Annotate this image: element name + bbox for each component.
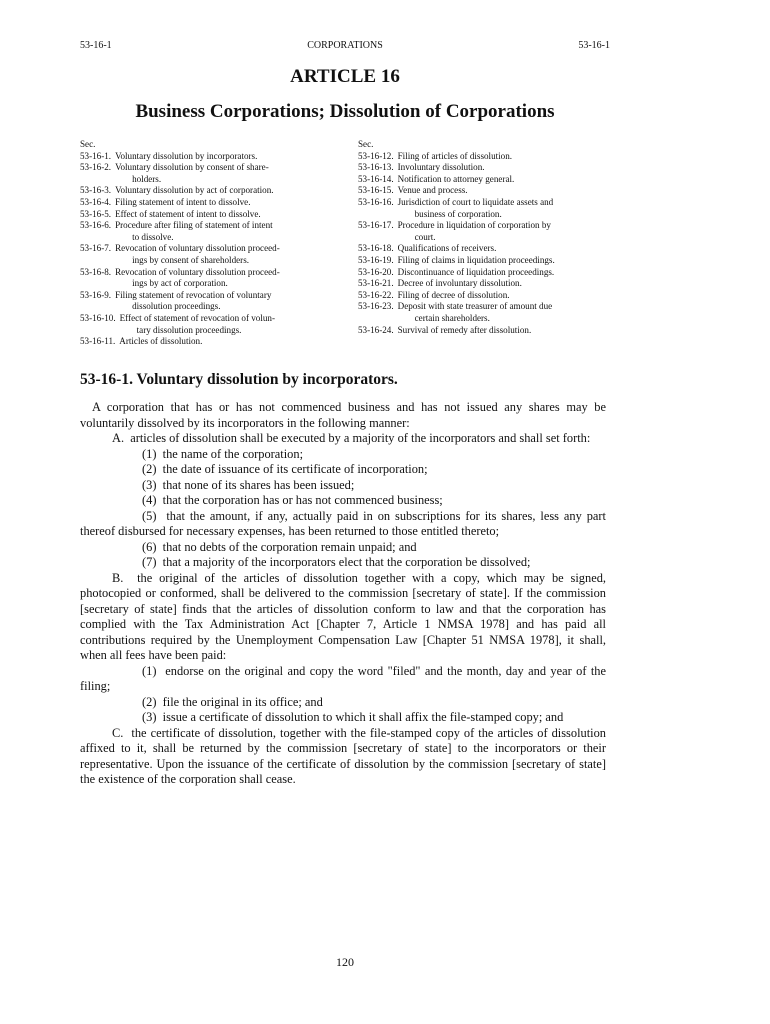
header-left: 53-16-1 (80, 40, 112, 51)
toc-entry-title-text: Jurisdiction of court to liquidate assets and (397, 196, 554, 207)
header-right: 53-16-1 (578, 40, 610, 51)
toc-entry-title-text: Involuntary dissolution. (397, 162, 485, 173)
toc-sec-label: Sec. (358, 139, 374, 149)
toc-entry (358, 290, 610, 302)
toc-entry-number: 53-16-21. (358, 278, 394, 289)
toc-entry-title-text: Deposit with state treasurer of amount due (397, 301, 553, 312)
toc-entry-number: 53-16-20. (358, 266, 394, 277)
toc-entry (358, 278, 610, 290)
toc-entry (80, 197, 332, 209)
toc-entry-title-text: Filing of decree of dissolution. (397, 289, 510, 300)
toc-entry-title-continuation: dissolution proceedings. (132, 301, 221, 312)
toc-entry-title (394, 151, 512, 163)
toc-entry (358, 197, 610, 220)
toc-entry-number: 53-16-11. (80, 336, 116, 347)
toc-entry-number: 53-16-3. (80, 185, 112, 196)
body-paragraph: A. articles of dissolution shall be executed by a majority of the incorporators and shall set forth: (112, 431, 591, 445)
toc-entry (358, 243, 610, 255)
toc-entry-title (394, 174, 515, 186)
body-paragraph: (7) that a majority of the incorporators elect that the corporation be dissolved; (142, 555, 531, 569)
body-paragraph: (3) issue a certificate of dissolution to which it shall affix the file-stamped copy; and (142, 710, 564, 724)
toc-entry-title-text: Survival of remedy after dissolution. (397, 324, 532, 335)
body-paragraph: (2) the date of issuance of its certificate of incorporation; (142, 462, 428, 476)
toc-entry-title (111, 197, 250, 209)
body-paragraph: (1) the name of the corporation; (142, 446, 304, 461)
header-center: CORPORATIONS (307, 40, 383, 51)
toc-entry-title-continuation: to dissolve. (132, 231, 174, 242)
toc-entry (80, 209, 332, 221)
toc-entry-title (116, 313, 275, 336)
toc-entry (80, 185, 332, 197)
toc-entry-number: 53-16-15. (358, 185, 394, 196)
toc-entry-title (394, 220, 551, 243)
body-paragraph: (1) endorse on the original and copy the word "filed" and the month, day and year of the filing; (80, 663, 606, 693)
toc-entry-number: 53-16-13. (358, 162, 394, 173)
body-paragraph: B. the original of the articles of dissolution together with a copy, which may be signed, photocopied or conformed, shall be delivered to the commission [secretary of state]. If the commission [secretary of state] finds that the articles of dissolution conform to law and that the corporation has complied with the Tax Administration Act [Chapter 7, Article 1 NMSA 1978] and has paid all contributions required by the Unemployment Compensation Law [Chapter 51 NMSA 1978], it shall, when all fees have been paid: (80, 570, 606, 662)
toc-entry-title (111, 267, 280, 290)
toc-entry-title-text: Filing statement of revocation of voluntary (115, 289, 272, 300)
toc-entry-title-continuation: ings by consent of shareholders. (132, 254, 250, 265)
toc-entry-title (394, 290, 510, 302)
toc-entry-number: 53-16-14. (358, 173, 394, 184)
toc-entry (80, 162, 332, 185)
section-body (80, 400, 606, 788)
toc-entry (358, 162, 610, 174)
toc-entry-title-text: Effect of statement of revocation of volun- (119, 312, 276, 323)
toc-entry (358, 325, 610, 337)
toc-entry-number: 53-16-1. (80, 150, 112, 161)
toc-entry-number: 53-16-18. (358, 243, 394, 254)
toc-entry-title (394, 267, 555, 279)
toc-entry (80, 290, 332, 313)
toc-entry-title (111, 185, 273, 197)
toc-entry-title-continuation: tary dissolution proceedings. (136, 324, 242, 335)
toc-sec-label: Sec. (80, 139, 96, 149)
toc-entry-title (394, 301, 553, 324)
toc-entry-title-text: Revocation of voluntary dissolution proceed- (115, 243, 280, 254)
toc-entry-title-text: Procedure after filing of statement of intent (115, 220, 273, 231)
body-paragraph: (3) that none of its shares has been issued; (142, 477, 355, 492)
toc-entry-number: 53-16-22. (358, 289, 394, 300)
body-paragraph: (5) that the amount, if any, actually paid in on subscriptions for its shares, less any part thereof disbursed for necessary expenses, has been returned to those entitled thereto; (80, 508, 606, 538)
toc-entry-number: 53-16-5. (80, 208, 112, 219)
toc-entry-title-text: Revocation of voluntary dissolution proceed- (115, 266, 280, 277)
toc-entry-title-text: Discontinuance of liquidation proceedings. (397, 266, 555, 277)
toc-entry (358, 220, 610, 243)
toc-entry-title (394, 255, 555, 267)
toc-entry (80, 243, 332, 266)
toc-entry-title-continuation: business of corporation. (414, 208, 502, 219)
toc-entry (80, 220, 332, 243)
toc-entry-title (394, 162, 485, 174)
toc-entry (358, 267, 610, 279)
toc-entry-number: 53-16-4. (80, 196, 112, 207)
body-paragraph: (6) that no debts of the corporation remain unpaid; and (142, 539, 417, 554)
article-subtitle: Business Corporations; Dissolution of Corporations (135, 101, 555, 122)
toc-entry-title-continuation: ings by act of corporation. (132, 278, 228, 289)
toc-entry-number: 53-16-24. (358, 324, 394, 335)
toc-entry-number: 53-16-19. (358, 254, 394, 265)
toc-entry-title (111, 290, 271, 313)
toc-entry-title-text: Qualifications of receivers. (397, 243, 497, 254)
toc-entry-title-text: Articles of dissolution. (119, 336, 203, 347)
toc-entry-title-text: Procedure in liquidation of corporation by (397, 220, 551, 231)
toc-entry (358, 185, 610, 197)
toc-entry-number: 53-16-12. (358, 150, 394, 161)
toc-entry-title (111, 151, 257, 163)
toc-entry-title-continuation: court. (414, 231, 436, 242)
toc-entry-title-text: Notification to attorney general. (397, 173, 515, 184)
body-paragraph: C. the certificate of dissolution, together with the file-stamped copy of the articles of dissolution affixed to it, shall be returned by the commission [secretary of state] to the incorporators or their representative. Upon the issuance of the certificate of dissolution by the commission [secretary of state] the existence of the corporation shall cease. (80, 725, 606, 786)
toc-entry-title-text: Effect of statement of intent to dissolve. (115, 208, 261, 219)
toc-entry-title (394, 278, 522, 290)
toc-entry-title-text: Venue and process. (397, 185, 468, 196)
page-number: 120 (336, 955, 354, 969)
toc-entry (80, 313, 332, 336)
toc-entry-title (394, 325, 532, 337)
toc-entry-title-text: Voluntary dissolution by incorporators. (115, 150, 258, 161)
toc-entry (80, 336, 332, 348)
toc-entry-number: 53-16-7. (80, 243, 112, 254)
toc-entry-number: 53-16-8. (80, 266, 112, 277)
running-header (80, 40, 610, 54)
toc-entry-title (115, 336, 202, 348)
toc-entry-title (111, 243, 280, 266)
toc-entry-number: 53-16-9. (80, 289, 112, 300)
toc-entry-title-text: Voluntary dissolution by act of corporation. (115, 185, 274, 196)
toc-entry-title-continuation: certain shareholders. (414, 312, 490, 323)
toc-entry-title (111, 220, 273, 243)
toc-entry-number: 53-16-23. (358, 301, 394, 312)
toc-right-list (358, 151, 610, 337)
toc-entry-title (394, 197, 554, 220)
toc-entry-number: 53-16-10. (80, 312, 116, 323)
toc-entry-title-text: Decree of involuntary dissolution. (397, 278, 522, 289)
toc-left-list (80, 151, 332, 348)
article-title: ARTICLE 16 (290, 66, 400, 87)
toc-entry-number: 53-16-16. (358, 196, 394, 207)
toc-entry-title-text: Filing of claims in liquidation proceedings. (397, 254, 555, 265)
toc-entry-title (111, 162, 269, 185)
toc-left-column (80, 139, 332, 348)
body-paragraph: (2) file the original in its office; and (142, 694, 323, 709)
toc-entry (80, 151, 332, 163)
toc-entry (358, 151, 610, 163)
toc-entry-title-text: Filing statement of intent to dissolve. (115, 196, 251, 207)
toc-entry-number: 53-16-2. (80, 162, 112, 173)
toc-entry (358, 174, 610, 186)
toc-entry (358, 255, 610, 267)
toc-entry-title-text: Voluntary dissolution by consent of share- (115, 162, 269, 173)
toc-entry-title-continuation: holders. (132, 173, 162, 184)
toc-entry-number: 53-16-6. (80, 220, 112, 231)
toc-right-column (358, 139, 610, 336)
body-paragraph: A corporation that has or has not commenced business and has not issued any shares may be voluntarily dissolved by its incorporators in the following manner: (80, 400, 606, 430)
body-paragraph: (4) that the corporation has or has not commenced business; (142, 493, 443, 507)
toc-entry-title (394, 185, 468, 197)
toc-entry (80, 267, 332, 290)
toc-entry-number: 53-16-17. (358, 220, 394, 231)
section-heading: 53-16-1. Voluntary dissolution by incorporators. (80, 371, 398, 388)
toc-entry-title (111, 209, 261, 221)
toc-entry-title-text: Filing of articles of dissolution. (397, 150, 513, 161)
toc-entry-title (394, 243, 497, 255)
toc-entry (358, 301, 610, 324)
